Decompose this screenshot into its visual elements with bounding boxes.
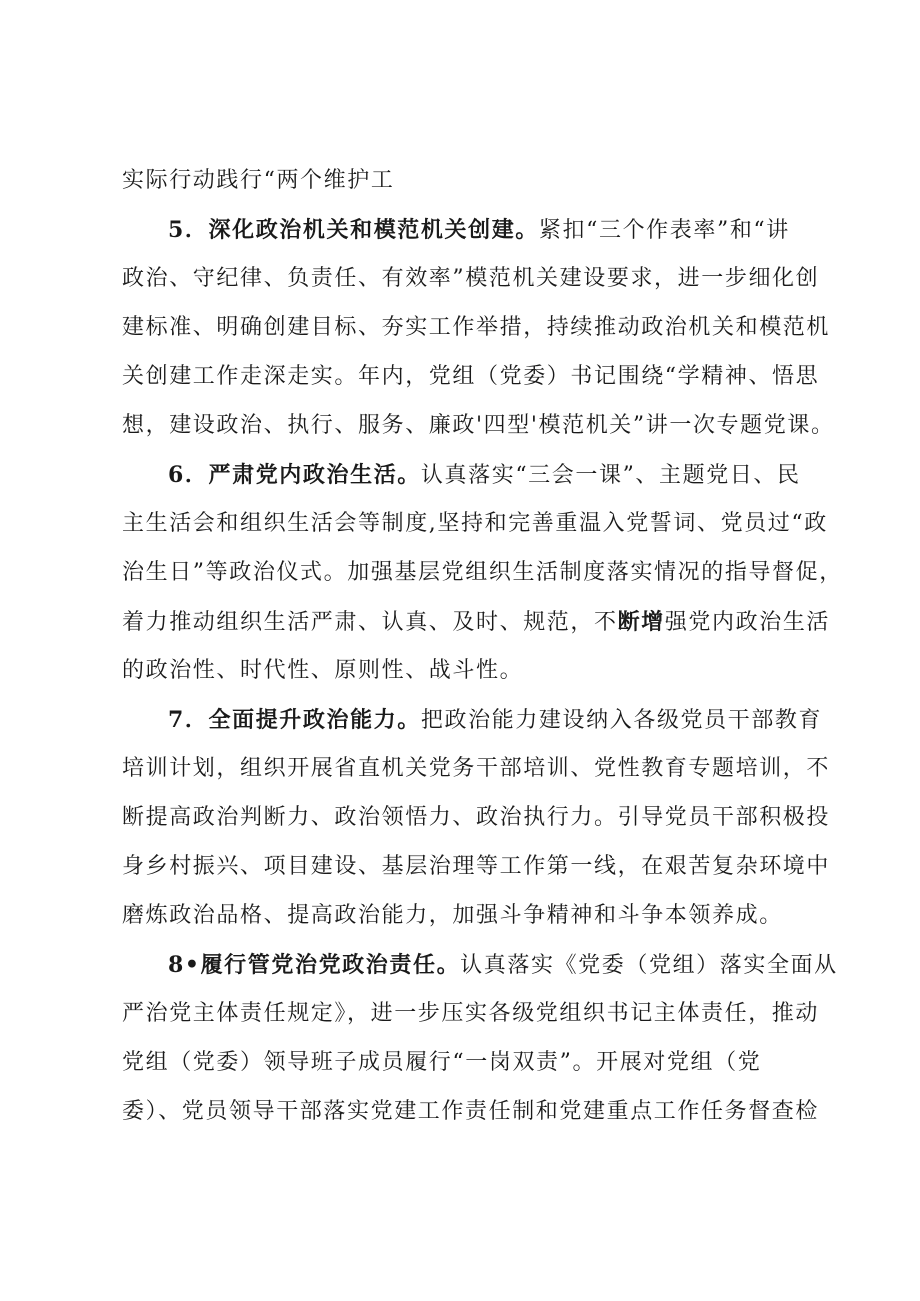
text-line: 治生日”等政治仪式。加强基层党组织生活制度落实情况的指导督促， [122,560,843,585]
text-line: 主生活会和组织生活会等制度,坚持和完善重温入党誓词、党员过“政 [122,511,828,536]
text-line: 党组（党委）领导班子成员履行“一岗双责”。开展对党组（党 [122,1050,762,1075]
paragraph-7-heading: 7．全面提升政治能力。 [168,707,421,733]
text-line: 身乡村振兴、项目建设、基层治理等工作第一线，在艰苦复杂环境中 [122,854,831,879]
text-line: 建标准、明确创建目标、夯实工作举措，持续推动政治机关和模范机 [122,315,831,340]
text-line: 的政治性、时代性、原则性、战斗性。 [122,658,524,683]
text-line: 实际行动践行“两个维护工 [122,168,395,193]
paragraph-7-first-line: 7．全面提升政治能力。把政治能力建设纳入各级党员干部教育 [168,707,823,733]
text-line: 着力推动组织生活严肃、认真、及时、规范，不断增强党内政治生活 [122,609,831,635]
text-line: 磨炼政治品格、提高政治能力，加强斗争精神和斗争本领养成。 [122,903,783,928]
paragraph-5-first-line: 5．深化政治机关和模范机关创建。紧扣“三个作表率”和“讲 [168,217,790,243]
paragraph-8-first-line: 8•履行管党治党政治责任。认真落实《党委（党组）落实全面从 [168,952,838,978]
text-line: 政治、守纪律、负责任、有效率”模范机关建设要求，进一步细化创 [122,266,820,291]
text-line: 培训计划，组织开展省直机关党务干部培训、党性教育专题培训，不 [122,756,831,781]
bold-inline-text: 断增 [617,609,665,635]
text-line: 严治党主体责任规定》，进一步压实各级党组织书记主体责任，推动 [122,1001,820,1026]
paragraph-6-heading: 6．严肃党内政治生活。 [168,462,421,488]
text-line: 断提高政治判断力、政治领悟力、政治执行力。引导党员干部积极投 [122,805,831,830]
paragraph-8-heading: 8•履行管党治党政治责任。 [168,952,461,978]
paragraph-5-heading: 5．深化政治机关和模范机关创建。 [168,217,539,243]
text-line: 委）、党员领导干部落实党建工作责任制和党建重点工作任务督查检 [122,1099,820,1124]
text-line: 想，建设政治、执行、服务、廉政'四型'模范机关”讲一次专题党课。 [122,413,835,438]
text-line: 关创建工作走深走实。年内，党组（党委）书记围绕“学精神、悟思 [122,364,820,389]
paragraph-6-first-line: 6．严肃党内政治生活。认真落实“三会一课”、主题党日、民 [168,462,801,488]
